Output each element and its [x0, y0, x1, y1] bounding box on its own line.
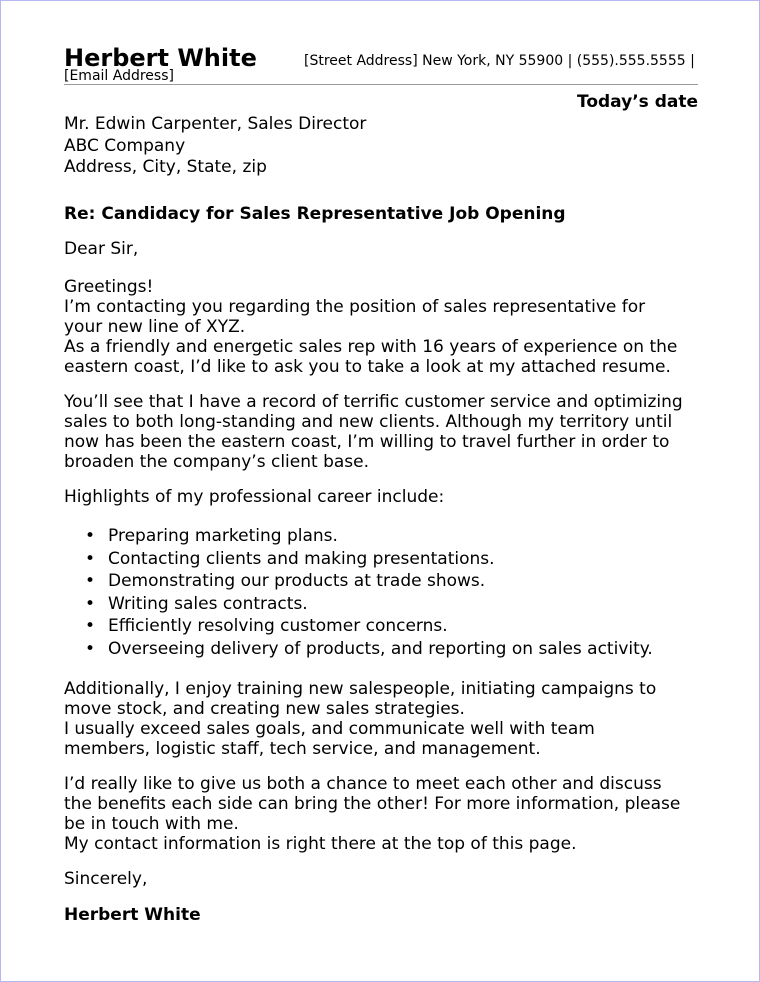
- bullet-icon: •: [85, 526, 96, 546]
- text-line: be in touch with me.: [64, 813, 239, 834]
- letterhead: [64, 0, 698, 84]
- salutation: Dear Sir,: [64, 239, 139, 259]
- text-line: Greetings!: [64, 277, 154, 297]
- text-line: I’m contacting you regarding the position of sales representative for: [64, 297, 646, 317]
- list-item: • Contacting clients and making presentations.: [85, 548, 495, 569]
- recipient-name: Mr. Edwin Carpenter, Sales Director: [64, 114, 367, 134]
- text-line: eastern coast, I’d like to ask you to take a look at my attached resume.: [64, 357, 671, 377]
- paragraph-closing: [64, 774, 698, 854]
- text-line: My contact information is right there at the top of this page.: [64, 833, 577, 854]
- text-line: broaden the company’s client base.: [64, 452, 369, 472]
- text-line: move stock, and creating new sales strategies.: [64, 698, 465, 719]
- text-line: I usually exceed sales goals, and communicate well with team: [64, 718, 595, 739]
- text-line: your new line of XYZ.: [64, 317, 246, 337]
- recipient-address: Address, City, State, zip: [64, 157, 267, 177]
- subject-line: Re: Candidacy for Sales Representative Job Opening: [64, 204, 566, 224]
- paragraph-additional: [64, 679, 698, 759]
- list-item: • Writing sales contracts.: [85, 593, 308, 614]
- highlights-list: [64, 525, 698, 661]
- bullet-icon: •: [85, 548, 96, 569]
- closing: Sincerely,: [64, 868, 148, 889]
- letter-body: [64, 239, 698, 925]
- text-line: You’ll see that I have a record of terrific customer service and optimizing: [64, 392, 683, 412]
- paragraph-intro: [64, 277, 698, 377]
- bullet-icon: •: [85, 638, 96, 659]
- bullet-icon: •: [85, 571, 96, 592]
- recipient-block: [64, 114, 366, 179]
- list-item: • Preparing marketing plans.: [85, 526, 338, 546]
- list-item: • Efficiently resolving customer concerns.: [85, 616, 448, 637]
- sender-name: Herbert White: [64, 44, 257, 72]
- list-item: • Demonstrating our products at trade shows.: [85, 571, 486, 592]
- text-line: I’d really like to give us both a chance to meet each other and discuss: [64, 773, 662, 794]
- text-line: sales to both long-standing and new clients. Although my territory until: [64, 412, 673, 432]
- sender-address: [Street Address] New York, NY 55900 | (555).555.5555 |: [304, 53, 695, 69]
- bullet-icon: •: [85, 593, 96, 614]
- header-divider: [64, 84, 698, 85]
- text-line: members, logistic staff, tech service, and management.: [64, 738, 541, 759]
- letter-date: Today’s date: [576, 92, 698, 112]
- text-line: the benefits each side can bring the other! For more information, please: [64, 793, 681, 814]
- list-item: • Overseeing delivery of products, and reporting on sales activity.: [85, 638, 653, 659]
- signature: Herbert White: [64, 904, 201, 925]
- sender-email: [Email Address]: [64, 68, 174, 84]
- bullet-icon: •: [85, 616, 96, 637]
- text-line: As a friendly and energetic sales rep with 16 years of experience on the: [64, 337, 678, 357]
- text-line: now has been the eastern coast, I’m willing to travel further in order to: [64, 432, 670, 452]
- highlights-intro: Highlights of my professional career include:: [64, 487, 445, 507]
- text-line: Additionally, I enjoy training new salespeople, initiating campaigns to: [64, 678, 657, 699]
- paragraph-record: [64, 392, 698, 472]
- cover-letter: [64, 0, 698, 925]
- recipient-company: ABC Company: [64, 135, 186, 156]
